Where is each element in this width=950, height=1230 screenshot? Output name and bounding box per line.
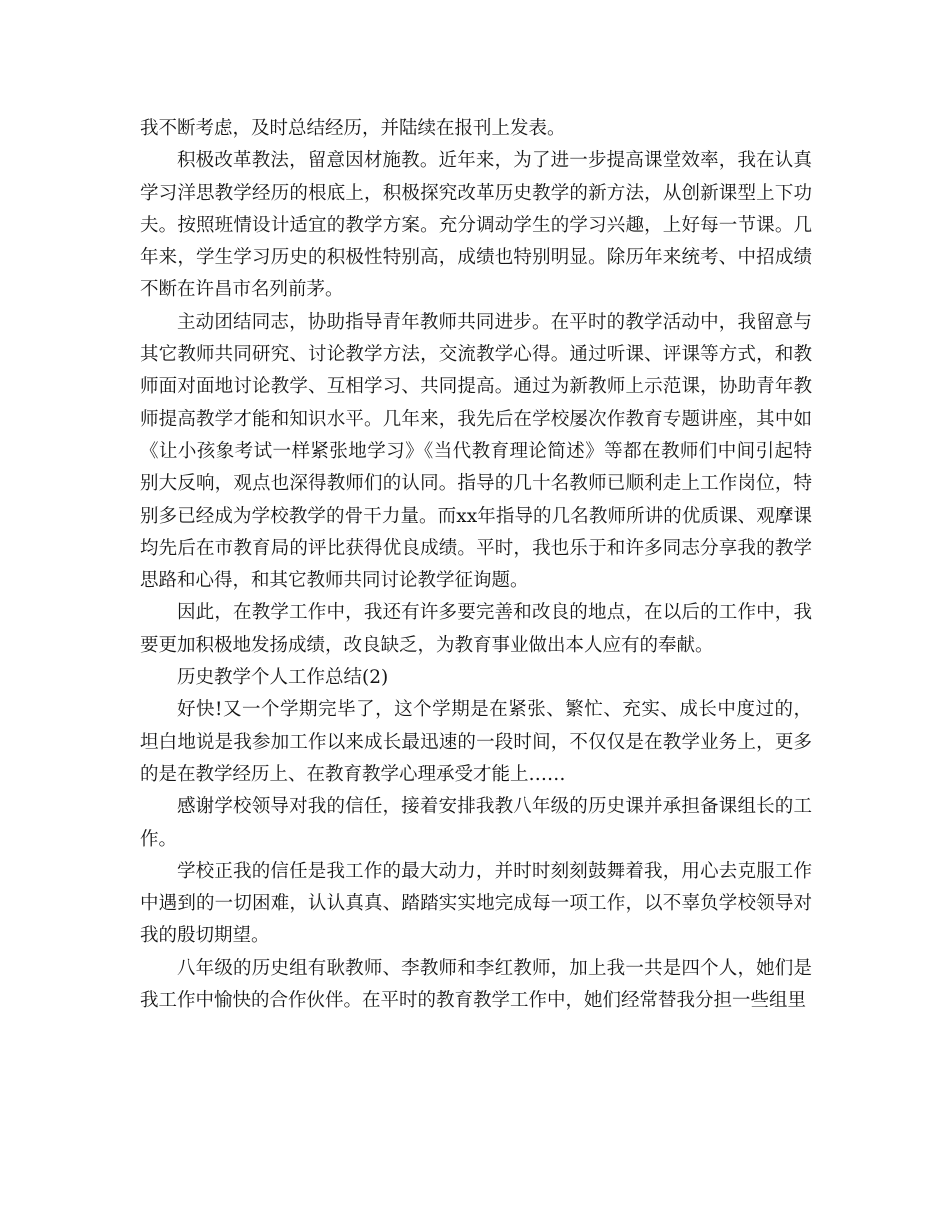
section-heading: 历史教学个人工作总结(2) [177,667,389,689]
paragraph-continued: 我不断考虑，及时总结经历，并陆续在报刊上发表。 [140,118,566,139]
paragraph: 八年级的历史组有耿教师、李教师和李红教师，加上我一共是四个人，她们是我工作中愉快的合作伙伴。在平时的教育教学工作中，她们经常替我分担一些组里 [140,957,812,1012]
paragraph: 好快!又一个学期完毕了，这个学期是在紧张、繁忙、充实、成长中度过的，坦白地说是我参加工作以来成长最迅速的一段时间，不仅仅是在教学业务上，更多的是在教学经历上、在教育教学心理承受才能上…… [140,699,812,785]
paragraph: 积极改革教法，留意因材施教。近年来，为了进一步提高课堂效率，我在认真学习洋思教学经历的根底上，积极探究改革历史教学的新方法，从创新课型上下功夫。按照班情设计适宜的教学方案。充分调动学生的学习兴趣，上好每一节课。几年来，学生学习历史的积极性特别高，成绩也特别明显。除历年来统考、中招成绩不断在许昌市名列前茅。 [140,150,812,301]
paragraph: 主动团结同志，协助指导青年教师共同进步。在平时的教学活动中，我留意与其它教师共同研究、讨论教学方法，交流教学心得。通过听课、评课等方式，和教师面对面地讨论教学、互相学习、共同提高。通过为新教师上示范课，协助青年教师提高教学才能和知识水平。几年来，我先后在学校屡次作教育专题讲座，其中如《让小孩象考试一样紧张地学习》《当代教育理论简述》等都在教师们中间引起特别大反响，观点也深得教师们的认同。指导的几十名教师已顺利走上工作岗位，特别多已经成为学校教学的骨干力量。而xx年指导的几名教师所讲的优质课、观摩课均先后在市教育局的评比获得优良成绩。平时，我也乐于和许多同志分享我的教学思路和心得，和其它教师共同讨论教学征询题。 [140,311,812,592]
document-page [140,113,812,1017]
paragraph: 感谢学校领导对我的信任，接着安排我教八年级的历史课并承担备课组长的工作。 [140,796,812,850]
paragraph: 因此，在教学工作中，我还有许多要完善和改良的地点，在以后的工作中，我要更加积极地发扬成绩，改良缺乏，为教育事业做出本人应有的奉献。 [140,602,812,656]
paragraph: 学校正我的信任是我工作的最大动力，并时时刻刻鼓舞着我，用心去克服工作中遇到的一切困难，认认真真、踏踏实实地完成每一项工作，以不辜负学校领导对我的殷切期望。 [140,860,812,947]
